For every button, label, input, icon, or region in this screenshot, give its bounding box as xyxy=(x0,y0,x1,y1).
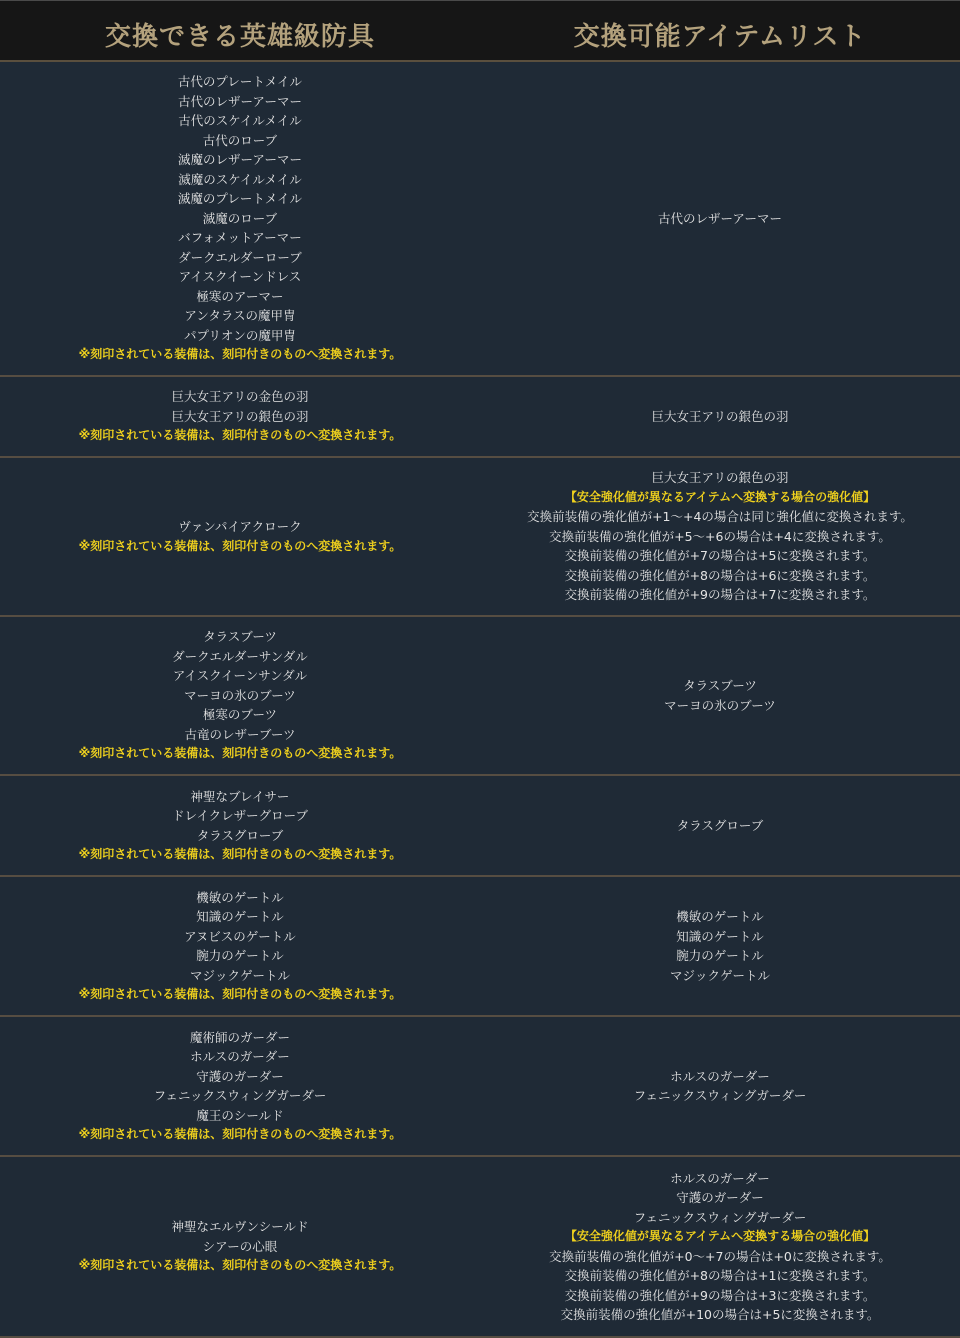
enhancement-conversion-rule: 交換前装備の強化値が+9の場合は+3に変換されます。 xyxy=(564,1287,876,1303)
exchange-item: フェニックスウィングガーダー xyxy=(633,1209,807,1225)
armor-list-cell xyxy=(0,877,480,1015)
enhancement-conversion-rule: 交換前装備の強化値が+1～+4の場合は同じ強化値に変換されます。 xyxy=(527,509,913,525)
armor-item: 古代のスケイルメイル xyxy=(178,113,302,129)
enhancement-conversion-rule: 交換前装備の強化値が+10の場合は+5に変換されます。 xyxy=(560,1307,880,1322)
enhancement-conversion-rule: 交換前装備の強化値が+7の場合は+5に変換されます。 xyxy=(564,548,876,564)
armor-list-cell xyxy=(0,617,480,774)
engraved-note: ※刻印されている装備は、刻印付きのものへ変換されます。 xyxy=(78,746,402,761)
armor-item: 滅魔のレザーアーマー xyxy=(177,152,302,168)
armor-list-cell xyxy=(0,62,480,375)
engraved-note: ※刻印されている装備は、刻印付きのものへ変換されます。 xyxy=(78,347,402,362)
armor-item: 古代のローブ xyxy=(202,132,278,148)
armor-item: 滅魔のプレートメイル xyxy=(177,191,303,207)
exchange-item: ホルスのガーダー xyxy=(670,1068,770,1084)
armor-item: 巨大女王アリの銀色の羽 xyxy=(171,408,309,424)
exchange-item: 知識のゲートル xyxy=(676,928,764,944)
armor-item: 神聖なブレイサー xyxy=(190,788,290,804)
exchange-item: 巨大女王アリの銀色の羽 xyxy=(651,408,789,424)
armor-item: バフォメットアーマー xyxy=(178,230,302,246)
header-exchange-item-list: 交換可能アイテムリスト xyxy=(573,22,867,52)
enhancement-conversion-heading: 【安全強化値が異なるアイテムへ変換する場合の強化値】 xyxy=(564,489,876,504)
armor-list-cell xyxy=(0,458,480,615)
engraved-note: ※刻印されている装備は、刻印付きのものへ変換されます。 xyxy=(78,538,402,553)
exchange-item-cell xyxy=(480,62,960,375)
exchange-item: マーヨの氷のブーツ xyxy=(664,697,776,713)
table-row xyxy=(0,62,960,377)
armor-item: フェニックスウィングガーダー xyxy=(153,1088,327,1103)
engraved-note: ※刻印されている装備は、刻印付きのものへ変換されます。 xyxy=(78,847,402,861)
exchange-item: 古代のレザーアーマー xyxy=(657,210,782,226)
armor-item: アヌビスのゲートル xyxy=(184,928,296,944)
armor-item: 滅魔のローブ xyxy=(202,210,278,226)
armor-item: シアーの心眼 xyxy=(202,1238,278,1254)
exchange-item: 機敏のゲートル xyxy=(676,909,764,924)
table-header xyxy=(0,0,960,62)
armor-item: ホルスのガーダー xyxy=(190,1049,290,1064)
enhancement-conversion-rule: 交換前装備の強化値が+8の場合は+1に変換されます。 xyxy=(564,1268,876,1283)
armor-item: 極寒のブーツ xyxy=(202,707,278,723)
enhancement-conversion-rule: 交換前装備の強化値が+8の場合は+6に変換されます。 xyxy=(564,567,876,583)
armor-item: 滅魔のスケイルメイル xyxy=(178,171,302,187)
armor-item: パプリオンの魔甲冑 xyxy=(184,327,296,343)
armor-list-cell xyxy=(0,776,480,875)
armor-item: 魔術師のガーダー xyxy=(189,1029,290,1045)
exchange-item: 巨大女王アリの銀色の羽 xyxy=(651,470,789,486)
table-row xyxy=(0,776,960,877)
armor-item: ダークエルダーローブ xyxy=(178,249,302,265)
armor-item: タラスブーツ xyxy=(203,629,277,645)
exchange-item-cell xyxy=(480,377,960,456)
enhancement-conversion-rule: 交換前装備の強化値が+9の場合は+7に変換されます。 xyxy=(564,587,876,603)
table-row xyxy=(0,877,960,1017)
table-row xyxy=(0,617,960,776)
armor-item: 神聖なエルヴンシールド xyxy=(171,1219,309,1235)
table-row xyxy=(0,458,960,617)
engraved-note: ※刻印されている装備は、刻印付きのものへ変換されます。 xyxy=(78,428,402,443)
engraved-note: ※刻印されている装備は、刻印付きのものへ変換されます。 xyxy=(78,1258,402,1273)
armor-item: アンタラスの魔甲冑 xyxy=(184,308,296,324)
armor-item: 古代のプレートメイル xyxy=(177,74,303,90)
table-row xyxy=(0,1017,960,1157)
armor-item: 守護のガーダー xyxy=(196,1068,284,1084)
engraved-note: ※刻印されている装備は、刻印付きのものへ変換されます。 xyxy=(78,987,402,1001)
armor-item: アイスクイーンドレス xyxy=(178,269,302,285)
exchange-item-cell xyxy=(480,1017,960,1155)
armor-item: マジックゲートル xyxy=(189,967,290,983)
exchange-item-cell xyxy=(480,458,960,615)
armor-item: 極寒のアーマー xyxy=(196,288,284,304)
engraved-note: ※刻印されている装備は、刻印付きのものへ変換されます。 xyxy=(78,1127,402,1141)
armor-item: ダークエルダーサンダル xyxy=(172,648,308,664)
exchange-item: タラスブーツ xyxy=(683,678,757,693)
armor-item: 知識のゲートル xyxy=(196,909,284,924)
exchange-item-cell xyxy=(480,617,960,774)
armor-item: 巨大女王アリの金色の羽 xyxy=(171,389,309,405)
armor-list-cell xyxy=(0,1157,480,1336)
armor-item: マーヨの氷のブーツ xyxy=(184,687,296,703)
enhancement-conversion-rule: 交換前装備の強化値が+5～+6の場合は+4に変換されます。 xyxy=(549,528,891,544)
exchange-item: 守護のガーダー xyxy=(676,1190,764,1205)
exchange-item: タラスグローブ xyxy=(676,817,764,833)
exchange-item-cell xyxy=(480,1157,960,1336)
armor-item: ドレイクレザーグローブ xyxy=(171,808,308,823)
exchange-item-cell xyxy=(480,877,960,1015)
exchange-item: 腕力のゲートル xyxy=(676,948,764,963)
armor-item: タラスグローブ xyxy=(196,827,284,843)
armor-item: ヴァンパイアクローク xyxy=(178,519,302,534)
armor-item: 古代のレザーアーマー xyxy=(177,93,302,109)
armor-item: 魔王のシールド xyxy=(196,1107,284,1123)
armor-item: アイスクイーンサンダル xyxy=(172,668,308,684)
exchange-item: ホルスのガーダー xyxy=(670,1170,770,1186)
exchange-item: フェニックスウィングガーダー xyxy=(633,1088,807,1103)
enhancement-conversion-heading: 【安全強化値が異なるアイテムへ変換する場合の強化値】 xyxy=(564,1229,876,1243)
armor-item: 腕力のゲートル xyxy=(196,948,284,963)
armor-item: 古竜のレザーブーツ xyxy=(184,726,296,742)
table-row xyxy=(0,1157,960,1338)
exchange-item-cell xyxy=(480,776,960,875)
armor-list-cell xyxy=(0,377,480,456)
header-exchangeable-armor: 交換できる英雄級防具 xyxy=(104,22,375,52)
exchange-item: マジックゲートル xyxy=(669,967,770,983)
armor-item: 機敏のゲートル xyxy=(196,889,284,905)
table-body xyxy=(0,62,960,1338)
table-row xyxy=(0,377,960,458)
armor-list-cell xyxy=(0,1017,480,1155)
enhancement-conversion-rule: 交換前装備の強化値が+0～+7の場合は+0に変換されます。 xyxy=(549,1248,891,1264)
